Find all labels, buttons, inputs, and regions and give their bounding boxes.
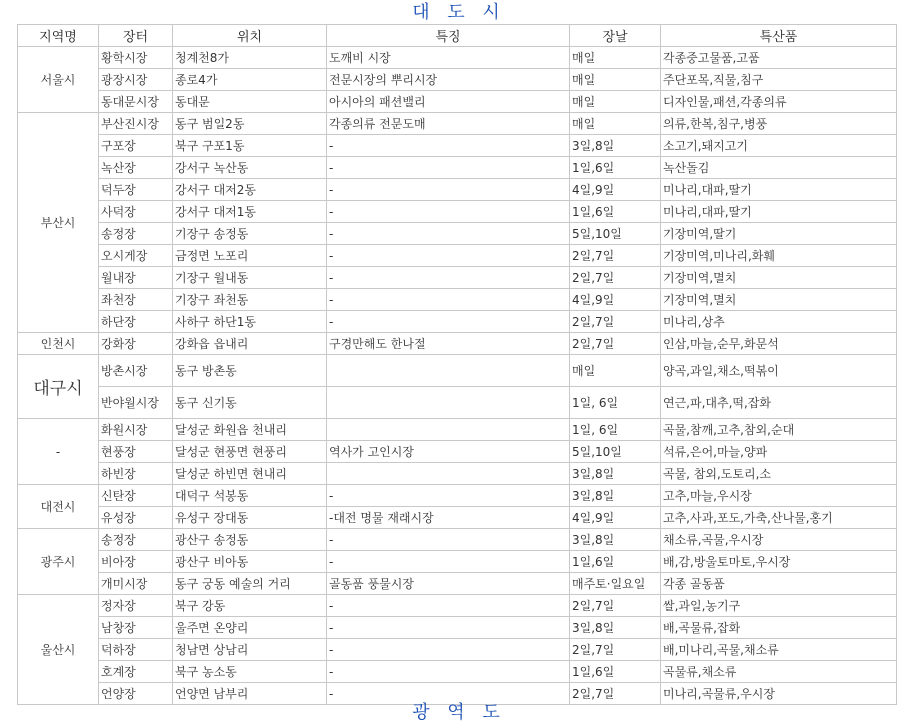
table-row: [18, 355, 897, 387]
location-cell: 언양면 남부리: [173, 683, 327, 705]
feature-cell: -: [327, 201, 570, 223]
location-cell: 청남면 상남리: [173, 639, 327, 661]
products-cell: 각종 골동품: [661, 573, 897, 595]
market-day-cell: 2일,7일: [570, 683, 661, 705]
products-cell: 기장미역,멸치: [661, 289, 897, 311]
table-row: [18, 69, 897, 91]
products-cell: 배,곡물류,잡화: [661, 617, 897, 639]
table-row: [18, 507, 897, 529]
location-cell: 광산구 송정동: [173, 529, 327, 551]
market-day-cell: 1일,6일: [570, 551, 661, 573]
location-cell: 북구 농소동: [173, 661, 327, 683]
feature-cell: 구경만해도 한나절: [327, 333, 570, 355]
region-cell: 인천시: [18, 333, 99, 355]
products-cell: 미나리,상추: [661, 311, 897, 333]
market-day-cell: 1일, 6일: [570, 419, 661, 441]
location-cell: 달성군 하빈면 현내리: [173, 463, 327, 485]
market-name-cell: 오시게장: [99, 245, 173, 267]
market-name-cell: 강화장: [99, 333, 173, 355]
feature-cell: 도깨비 시장: [327, 47, 570, 69]
feature-cell: -: [327, 135, 570, 157]
table-row: [18, 419, 897, 441]
products-cell: 의류,한복,침구,병풍: [661, 113, 897, 135]
market-day-cell: 2일,7일: [570, 267, 661, 289]
products-cell: 곡물,참깨,고추,참외,순대: [661, 419, 897, 441]
feature-cell: -: [327, 551, 570, 573]
market-name-cell: 부산진시장: [99, 113, 173, 135]
location-cell: 기장구 송정동: [173, 223, 327, 245]
market-name-cell: 유성장: [99, 507, 173, 529]
market-day-cell: 3일,8일: [570, 617, 661, 639]
table-row: [18, 463, 897, 485]
market-name-cell: 정자장: [99, 595, 173, 617]
products-cell: 채소류,곡물,우시장: [661, 529, 897, 551]
market-name-cell: 하단장: [99, 311, 173, 333]
location-cell: 청계천8가: [173, 47, 327, 69]
market-day-cell: 5일,10일: [570, 441, 661, 463]
market-day-cell: 3일,8일: [570, 135, 661, 157]
location-cell: 광산구 비아동: [173, 551, 327, 573]
region-cell: 서울시: [18, 47, 99, 113]
products-cell: 연근,파,대추,떡,잡화: [661, 387, 897, 419]
feature-cell: 역사가 고인시장: [327, 441, 570, 463]
table-row: [18, 179, 897, 201]
region-cell: 부산시: [18, 113, 99, 333]
products-cell: 기장미역,미나리,화훼: [661, 245, 897, 267]
market-name-cell: 호계장: [99, 661, 173, 683]
table-row: [18, 201, 897, 223]
table-row: [18, 267, 897, 289]
market-name-cell: 송정장: [99, 529, 173, 551]
feature-cell: -: [327, 485, 570, 507]
feature-cell: -: [327, 595, 570, 617]
products-cell: 고추,사과,포도,가축,산나물,홍기: [661, 507, 897, 529]
table-row: [18, 441, 897, 463]
feature-cell: [327, 419, 570, 441]
header-region: 지역명: [18, 25, 99, 47]
feature-cell: -: [327, 289, 570, 311]
feature-cell: 각종의류 전문도매: [327, 113, 570, 135]
market-name-cell: 광장시장: [99, 69, 173, 91]
feature-cell: -: [327, 267, 570, 289]
market-name-cell: 사덕장: [99, 201, 173, 223]
feature-cell: -: [327, 311, 570, 333]
header-location: 위치: [173, 25, 327, 47]
table-row: [18, 551, 897, 573]
market-name-cell: 덕두장: [99, 179, 173, 201]
feature-cell: [327, 387, 570, 419]
products-cell: 배,감,방울토마토,우시장: [661, 551, 897, 573]
region-cell: 대전시: [18, 485, 99, 529]
location-cell: 북구 구포1동: [173, 135, 327, 157]
market-day-cell: 4일,9일: [570, 507, 661, 529]
table-row: [18, 387, 897, 419]
location-cell: 강화읍 읍내리: [173, 333, 327, 355]
market-name-cell: 월내장: [99, 267, 173, 289]
market-day-cell: 3일,8일: [570, 529, 661, 551]
products-cell: 미나리,곡물류,우시장: [661, 683, 897, 705]
header-market-day: 장날: [570, 25, 661, 47]
table-row: [18, 91, 897, 113]
market-day-cell: 2일,7일: [570, 595, 661, 617]
feature-cell: 골동품 풍물시장: [327, 573, 570, 595]
market-day-cell: 2일,7일: [570, 333, 661, 355]
header-row: [18, 25, 897, 47]
market-day-cell: 1일,6일: [570, 157, 661, 179]
feature-cell: -: [327, 245, 570, 267]
market-name-cell: 덕하장: [99, 639, 173, 661]
table-row: [18, 311, 897, 333]
location-cell: 동구 범일2동: [173, 113, 327, 135]
market-name-cell: 황학시장: [99, 47, 173, 69]
products-cell: 고추,마늘,우시장: [661, 485, 897, 507]
products-cell: 기장미역,멸치: [661, 267, 897, 289]
region-cell: 광주시: [18, 529, 99, 595]
market-table: [17, 24, 897, 705]
table-row: [18, 289, 897, 311]
table-row: [18, 485, 897, 507]
products-cell: 녹산돌김: [661, 157, 897, 179]
market-day-cell: 3일,8일: [570, 463, 661, 485]
section-title: 대 도 시: [412, 2, 506, 23]
location-cell: 북구 강동: [173, 595, 327, 617]
products-cell: 양곡,과일,채소,떡볶이: [661, 355, 897, 387]
feature-cell: -: [327, 617, 570, 639]
products-cell: 석류,은어,마늘,양파: [661, 441, 897, 463]
market-day-cell: 매일: [570, 113, 661, 135]
products-cell: 미나리,대파,딸기: [661, 179, 897, 201]
feature-cell: -: [327, 223, 570, 245]
products-cell: 소고기,돼지고기: [661, 135, 897, 157]
table-row: [18, 47, 897, 69]
feature-cell: -: [327, 157, 570, 179]
location-cell: 동구 궁동 예술의 거리: [173, 573, 327, 595]
products-cell: 각종중고물품,고품: [661, 47, 897, 69]
header-market: 장터: [99, 25, 173, 47]
market-name-cell: 동대문시장: [99, 91, 173, 113]
products-cell: 배,미나리,곡물,채소류: [661, 639, 897, 661]
location-cell: 기장구 월내동: [173, 267, 327, 289]
market-day-cell: 매일: [570, 69, 661, 91]
table-row: [18, 617, 897, 639]
products-cell: 디자인물,패션,각종의류: [661, 91, 897, 113]
header-feature: 특징: [327, 25, 570, 47]
market-name-cell: 녹산장: [99, 157, 173, 179]
products-cell: 인삼,마늘,순무,화문석: [661, 333, 897, 355]
table-row: [18, 595, 897, 617]
market-name-cell: 구포장: [99, 135, 173, 157]
feature-cell: -: [327, 639, 570, 661]
table-row: [18, 573, 897, 595]
market-name-cell: 남창장: [99, 617, 173, 639]
feature-cell: -: [327, 661, 570, 683]
market-name-cell: 반야월시장: [99, 387, 173, 419]
market-day-cell: 3일,8일: [570, 485, 661, 507]
market-name-cell: 비아장: [99, 551, 173, 573]
market-day-cell: 4일,9일: [570, 179, 661, 201]
location-cell: 강서구 대저1동: [173, 201, 327, 223]
table-row: [18, 135, 897, 157]
products-cell: 기장미역,딸기: [661, 223, 897, 245]
location-cell: 대덕구 석봉동: [173, 485, 327, 507]
market-name-cell: 좌천장: [99, 289, 173, 311]
next-section-title: 광 역 도: [412, 702, 506, 723]
products-cell: 곡물류,채소류: [661, 661, 897, 683]
location-cell: 기장구 좌천동: [173, 289, 327, 311]
location-cell: 강서구 녹산동: [173, 157, 327, 179]
market-name-cell: 개미시장: [99, 573, 173, 595]
products-cell: 미나리,대파,딸기: [661, 201, 897, 223]
market-table-body: [18, 47, 897, 705]
market-day-cell: 2일,7일: [570, 311, 661, 333]
market-day-cell: 매일: [570, 91, 661, 113]
location-cell: 울주면 온양리: [173, 617, 327, 639]
table-row: [18, 245, 897, 267]
location-cell: 사하구 하단1동: [173, 311, 327, 333]
header-products: 특산품: [661, 25, 897, 47]
location-cell: 종로4가: [173, 69, 327, 91]
region-cell: 대구시: [18, 355, 99, 419]
market-day-cell: 1일, 6일: [570, 387, 661, 419]
feature-cell: [327, 463, 570, 485]
location-cell: 동구 방촌동: [173, 355, 327, 387]
market-name-cell: 현풍장: [99, 441, 173, 463]
market-name-cell: 하빈장: [99, 463, 173, 485]
feature-cell: -: [327, 683, 570, 705]
market-name-cell: 방촌시장: [99, 355, 173, 387]
market-day-cell: 1일,6일: [570, 201, 661, 223]
location-cell: 강서구 대저2동: [173, 179, 327, 201]
feature-cell: -: [327, 179, 570, 201]
products-cell: 쌀,과일,농기구: [661, 595, 897, 617]
location-cell: 달성군 화원읍 천내리: [173, 419, 327, 441]
table-row: [18, 333, 897, 355]
market-day-cell: 4일,9일: [570, 289, 661, 311]
market-name-cell: 화원시장: [99, 419, 173, 441]
market-day-cell: 1일,6일: [570, 661, 661, 683]
market-day-cell: 매주토·일요일: [570, 573, 661, 595]
market-day-cell: 매일: [570, 355, 661, 387]
market-name-cell: 송정장: [99, 223, 173, 245]
table-row: [18, 639, 897, 661]
market-name-cell: 신탄장: [99, 485, 173, 507]
feature-cell: [327, 355, 570, 387]
region-cell: -: [18, 419, 99, 485]
table-row: [18, 529, 897, 551]
region-cell: 울산시: [18, 595, 99, 705]
products-cell: 주단포목,직물,침구: [661, 69, 897, 91]
table-row: [18, 223, 897, 245]
products-cell: 곡물, 참외,도토리,소: [661, 463, 897, 485]
table-row: [18, 661, 897, 683]
market-day-cell: 매일: [570, 47, 661, 69]
location-cell: 금정면 노포리: [173, 245, 327, 267]
feature-cell: -: [327, 529, 570, 551]
market-day-cell: 2일,7일: [570, 639, 661, 661]
location-cell: 유성구 장대동: [173, 507, 327, 529]
table-row: [18, 157, 897, 179]
market-day-cell: 5일,10일: [570, 223, 661, 245]
market-name-cell: 언양장: [99, 683, 173, 705]
feature-cell: 전문시장의 뿌리시장: [327, 69, 570, 91]
location-cell: 동대문: [173, 91, 327, 113]
feature-cell: 아시아의 패션밸리: [327, 91, 570, 113]
table-row: [18, 113, 897, 135]
market-day-cell: 2일,7일: [570, 245, 661, 267]
location-cell: 달성군 현풍면 현풍리: [173, 441, 327, 463]
feature-cell: -대전 명물 재래시장: [327, 507, 570, 529]
location-cell: 동구 신기동: [173, 387, 327, 419]
